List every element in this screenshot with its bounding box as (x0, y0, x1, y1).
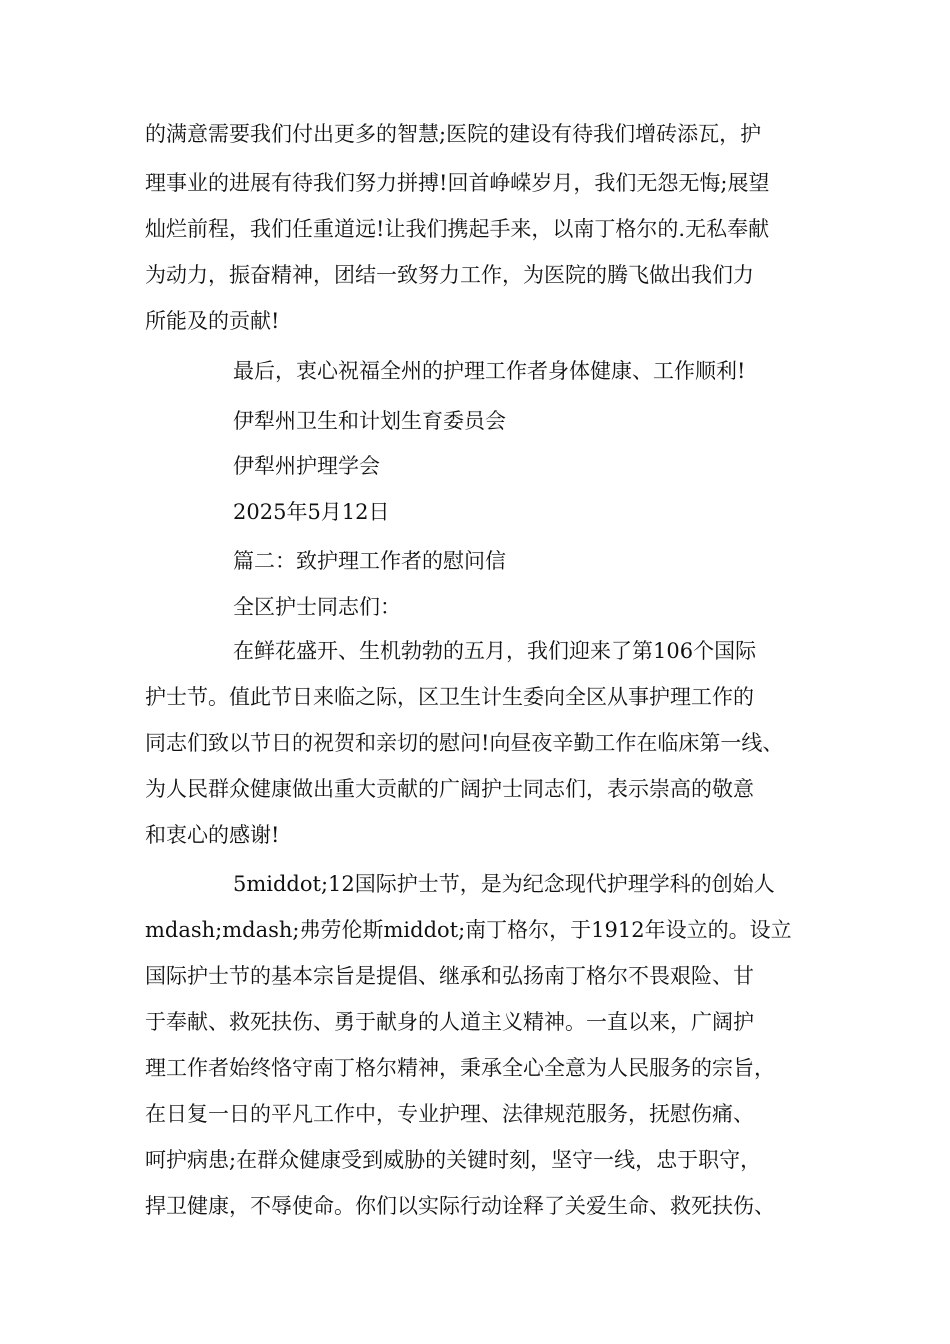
section-heading: 篇二：致护理工作者的慰问信 (233, 549, 506, 573)
text-line: 呵护病患;在群众健康受到威胁的关键时刻，坚守一线，忠于职守， (145, 1148, 762, 1172)
text-line: 国际护士节的基本宗旨是提倡、继承和弘扬南丁格尔不畏艰险、甘 (145, 964, 754, 988)
text-line: 为人民群众健康做出重大贡献的广阔护士同志们，表示崇高的敬意 (145, 777, 754, 801)
text-line: 理事业的进展有待我们努力拼搏!回首峥嵘岁月，我们无怨无悔;展望 (145, 171, 770, 195)
text-line: 在鲜花盛开、生机勃勃的五月，我们迎来了第106个国际 (233, 639, 757, 663)
text-line: 在日复一日的平凡工作中，专业护理、法律规范服务，抚慰伤痛、 (145, 1102, 754, 1126)
signature-org-2: 伊犁州护理学会 (233, 454, 380, 478)
text-line: 和衷心的感谢! (145, 823, 280, 847)
text-line: 灿烂前程，我们任重道远!让我们携起手来，以南丁格尔的.无私奉献 (145, 217, 770, 241)
text-line: 5middot;12国际护士节，是为纪念现代护理学科的创始人 (233, 872, 775, 896)
text-line: 理工作者始终恪守南丁格尔精神，秉承全心全意为人民服务的宗旨， (145, 1056, 775, 1080)
closing-wish: 最后，衷心祝福全州的护理工作者身体健康、工作顺利! (233, 359, 746, 383)
text-line: 护士节。值此节日来临之际，区卫生计生委向全区从事护理工作的 (145, 685, 754, 709)
text-line: 同志们致以节日的祝贺和亲切的慰问!向昼夜辛勤工作在临床第一线、 (145, 731, 784, 755)
text-line: 为动力，振奋精神，团结一致努力工作，为医院的腾飞做出我们力 (145, 263, 754, 287)
text-line: 的满意需要我们付出更多的智慧;医院的建设有待我们增砖添瓦，护 (145, 122, 762, 146)
text-line: mdash;mdash;弗劳伦斯middot;南丁格尔，于1912年设立的。设立 (145, 918, 792, 942)
text-line: 捍卫健康，不辱使命。你们以实际行动诠释了关爱生命、救死扶伤、 (145, 1194, 775, 1218)
text-line: 于奉献、救死扶伤、勇于献身的人道主义精神。一直以来，广阔护 (145, 1010, 754, 1034)
salutation: 全区护士同志们： (233, 595, 401, 619)
signature-date: 2025年5月12日 (233, 500, 390, 524)
signature-org-1: 伊犁州卫生和计划生育委员会 (233, 409, 506, 433)
text-line: 所能及的贡献! (145, 309, 280, 333)
